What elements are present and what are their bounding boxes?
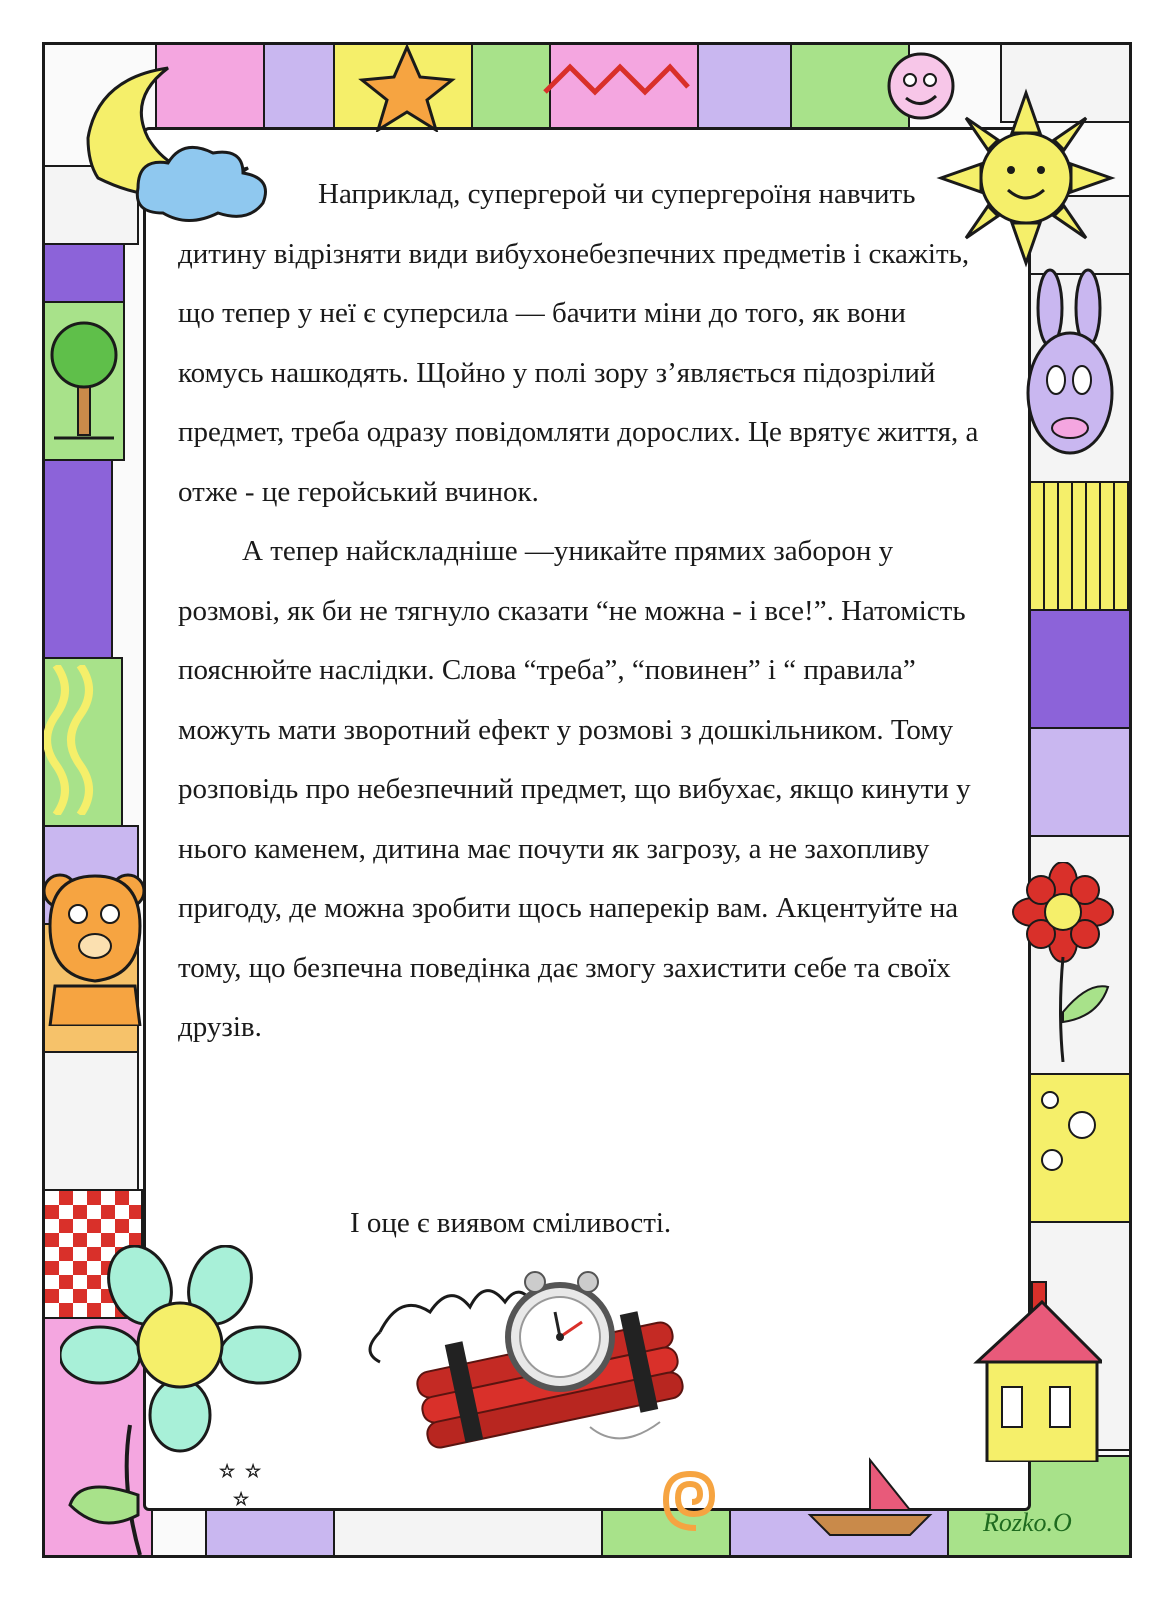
spiral-icon <box>652 1462 732 1542</box>
bunny-icon <box>1020 268 1120 468</box>
svg-text:☆: ☆ <box>245 1461 262 1481</box>
border-tile <box>697 43 792 133</box>
article-body <box>178 165 998 1058</box>
cheese-holes-icon <box>1030 1080 1110 1190</box>
zigzag-icon <box>540 52 690 112</box>
paragraph-2: А тепер найскладніше —уникайте прямих заборон у розмові, як би не тягнуло сказати “не можна - і все!”. Натомість пояснюйте наслідки. Слова “треба”, “повинен” і “ правила” можуть мати зворотний ефект у розмові з дошкільником. Тому розповідь про небезпечний предмет, що вибухає, якщо кинути у нього каменем, дитина має почути як загрозу, а не захопливу пригоду, де можна зробити щось наперекір вам. Акцентуйте на тому, що безпечна поведінка дає змогу захистити себе та своїх друзів. <box>178 535 971 1043</box>
striped-tile <box>1027 481 1132 611</box>
paragraph-1: Наприклад, супергерой чи супергероїня навчить дитину відрізняти види вибухонебезпечних предметів і скажіть, що тепер у неї є суперсила — бачити міни до того, як вони комусь нашкодять. Щойно у полі зору з’являється підозрілий предмет, треба одразу повідомляти дорослих. Це врятує життя, а отже - це геройський вчинок. <box>178 178 979 508</box>
stars-icon <box>215 1455 275 1515</box>
sailboat-icon <box>800 1450 940 1540</box>
daisy-icon <box>60 1245 320 1555</box>
svg-text:☆: ☆ <box>233 1489 250 1509</box>
flower-icon <box>1008 862 1118 1062</box>
svg-text:☆: ☆ <box>219 1461 236 1481</box>
dynamite-clock-icon <box>360 1252 720 1452</box>
border-tile <box>43 1051 139 1191</box>
author-signature: Rozko.O <box>983 1508 1072 1537</box>
closing-line: І оце є виявом сміливості. <box>350 1207 672 1239</box>
border-tile <box>1027 727 1132 837</box>
border-tile <box>471 43 551 133</box>
wavy-lines-icon <box>44 665 104 815</box>
house-icon <box>972 1262 1102 1462</box>
star-icon <box>352 42 462 132</box>
tree-icon <box>44 300 124 450</box>
border-tile <box>1027 609 1132 729</box>
border-tile <box>43 459 113 659</box>
border-tile <box>43 243 125 303</box>
teddy-bear-icon <box>40 866 150 1026</box>
